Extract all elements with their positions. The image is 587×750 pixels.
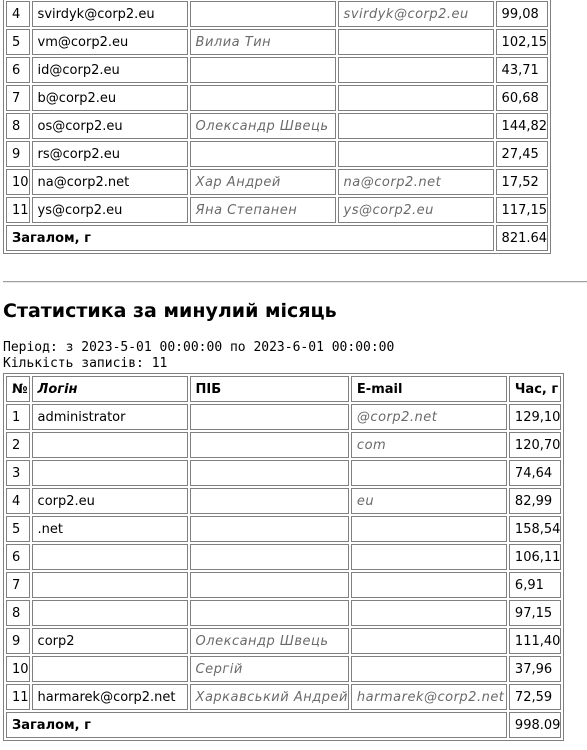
row-number: 8 <box>6 600 30 626</box>
hours-value: 60,68 <box>496 85 549 111</box>
table-row <box>6 516 561 542</box>
row-number: 5 <box>6 516 30 542</box>
table-row <box>6 197 548 223</box>
table-row <box>6 432 561 458</box>
table-row <box>6 572 561 598</box>
total-label: Загалом, г <box>6 712 507 738</box>
login-link[interactable] <box>32 572 188 598</box>
hours-value: 102,15 <box>496 29 549 55</box>
full-name <box>190 572 349 598</box>
email-cell <box>338 29 494 55</box>
email-cell: ys@corp2.eu <box>338 197 494 223</box>
login-link[interactable]: svirdyk@corp2.eu <box>32 1 188 27</box>
full-name <box>190 460 349 486</box>
header-name[interactable]: ПІБ <box>190 376 349 402</box>
email-cell: na@corp2.net <box>338 169 494 195</box>
full-name <box>190 57 336 83</box>
full-name <box>190 600 349 626</box>
table-row <box>6 29 548 55</box>
hours-value: 82,99 <box>509 488 562 514</box>
section-divider <box>3 281 587 283</box>
table-row <box>6 656 561 682</box>
login-link[interactable]: id@corp2.eu <box>32 57 188 83</box>
hours-value: 17,52 <box>496 169 549 195</box>
table-row <box>6 1 548 27</box>
row-number: 9 <box>6 141 30 167</box>
full-name: Олександр Швець <box>190 113 336 139</box>
full-name <box>190 1 336 27</box>
hours-value: 117,15 <box>496 197 549 223</box>
row-number: 10 <box>6 656 30 682</box>
login-link[interactable]: rs@corp2.eu <box>32 141 188 167</box>
total-value: 998.09 <box>509 712 562 738</box>
login-link[interactable]: corp2 <box>32 628 188 654</box>
monthly-stats-body <box>6 404 561 710</box>
table-row <box>6 684 561 710</box>
header-email[interactable]: E-mail <box>351 376 507 402</box>
full-name <box>190 85 336 111</box>
monthly-total-row <box>6 712 561 738</box>
hours-value: 111,40 <box>509 628 562 654</box>
hours-value: 27,45 <box>496 141 549 167</box>
row-number: 6 <box>6 57 30 83</box>
period-info <box>3 340 394 372</box>
table-row <box>6 57 548 83</box>
email-cell: com <box>351 432 507 458</box>
login-link[interactable] <box>32 544 188 570</box>
full-name: Вилиа Тин <box>190 29 336 55</box>
hours-value: 37,96 <box>509 656 562 682</box>
hours-value: 74,64 <box>509 460 562 486</box>
email-cell <box>351 628 507 654</box>
table-row <box>6 113 548 139</box>
email-cell: eu <box>351 488 507 514</box>
table-row <box>6 544 561 570</box>
hours-value: 6,91 <box>509 572 562 598</box>
full-name <box>190 432 349 458</box>
email-cell <box>338 141 494 167</box>
row-number: 9 <box>6 628 30 654</box>
login-link[interactable]: ys@corp2.eu <box>32 197 188 223</box>
login-link[interactable]: administrator <box>32 404 188 430</box>
login-link[interactable] <box>32 432 188 458</box>
row-number: 4 <box>6 488 30 514</box>
table-row <box>6 460 561 486</box>
full-name: Харкавський Андрей <box>190 684 349 710</box>
email-cell <box>351 544 507 570</box>
hours-value: 158,54 <box>509 516 562 542</box>
full-name <box>190 404 349 430</box>
login-link[interactable]: .net <box>32 516 188 542</box>
row-number: 7 <box>6 572 30 598</box>
hours-value: 144,82 <box>496 113 549 139</box>
login-link[interactable]: na@corp2.net <box>32 169 188 195</box>
period-line: Період: з 2023-5-01 00:00:00 по 2023-6-01 00:00:00 <box>3 340 395 355</box>
email-cell <box>351 516 507 542</box>
row-number: 7 <box>6 85 30 111</box>
table-row <box>6 404 561 430</box>
row-number: 10 <box>6 169 30 195</box>
login-link[interactable]: os@corp2.eu <box>32 113 188 139</box>
hours-value: 106,11 <box>509 544 562 570</box>
full-name <box>190 516 349 542</box>
table-row <box>6 169 548 195</box>
email-cell: svirdyk@corp2.eu <box>338 1 494 27</box>
login-link[interactable]: corp2.eu <box>32 488 188 514</box>
row-number: 2 <box>6 432 30 458</box>
previous-total-row <box>6 225 548 251</box>
login-link[interactable]: harmarek@corp2.net <box>32 684 188 710</box>
login-link[interactable] <box>32 600 188 626</box>
row-number: 6 <box>6 544 30 570</box>
header-login[interactable]: Логін <box>32 376 188 402</box>
hours-value: 120,70 <box>509 432 562 458</box>
table-row <box>6 85 548 111</box>
table-row <box>6 488 561 514</box>
hours-value: 99,08 <box>496 1 549 27</box>
email-cell: harmarek@corp2.net <box>351 684 507 710</box>
email-cell <box>338 85 494 111</box>
section-heading: Статистика за минулий місяць <box>3 300 337 322</box>
email-cell <box>351 600 507 626</box>
email-cell <box>338 113 494 139</box>
email-cell <box>351 460 507 486</box>
hours-value: 43,71 <box>496 57 549 83</box>
row-number: 5 <box>6 29 30 55</box>
login-link[interactable]: b@corp2.eu <box>32 85 188 111</box>
row-number: 11 <box>6 197 30 223</box>
header-num[interactable]: № <box>6 376 30 402</box>
full-name: Хар Андрей <box>190 169 336 195</box>
previous-stats-body <box>6 1 548 223</box>
table-row <box>6 628 561 654</box>
monthly-stats-table <box>3 373 564 741</box>
full-name: Сергій <box>190 656 349 682</box>
previous-stats-table <box>3 0 551 254</box>
row-number: 8 <box>6 113 30 139</box>
table-row <box>6 600 561 626</box>
full-name: Олександр Швець <box>190 628 349 654</box>
hours-value: 97,15 <box>509 600 562 626</box>
header-time[interactable]: Час, г <box>509 376 562 402</box>
login-link[interactable] <box>32 656 188 682</box>
full-name <box>190 544 349 570</box>
full-name <box>190 141 336 167</box>
table-row <box>6 141 548 167</box>
count-line: Кількість записів: 11 <box>3 356 168 371</box>
full-name: Яна Степанен <box>190 197 336 223</box>
hours-value: 72,59 <box>509 684 562 710</box>
row-number: 3 <box>6 460 30 486</box>
total-value: 821.64 <box>496 225 549 251</box>
row-number: 11 <box>6 684 30 710</box>
login-link[interactable] <box>32 460 188 486</box>
email-cell <box>351 656 507 682</box>
table-header-row <box>6 376 561 402</box>
full-name <box>190 488 349 514</box>
row-number: 4 <box>6 1 30 27</box>
row-number: 1 <box>6 404 30 430</box>
hours-value: 129,10 <box>509 404 562 430</box>
total-label: Загалом, г <box>6 225 494 251</box>
email-cell: @corp2.net <box>351 404 507 430</box>
email-cell <box>338 57 494 83</box>
login-link[interactable]: vm@corp2.eu <box>32 29 188 55</box>
email-cell <box>351 572 507 598</box>
